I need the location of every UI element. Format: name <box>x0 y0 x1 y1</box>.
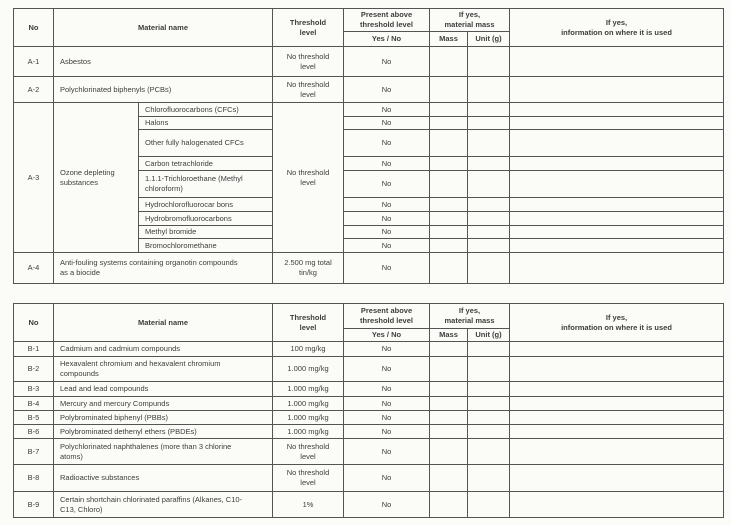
sub-material-cell: Hydrochlorofluorocar bons <box>139 198 273 212</box>
unit-cell <box>468 239 510 253</box>
table-row-b9 <box>14 492 724 518</box>
material-cell: Polybrominated dethenyl ethers (PBDEs) <box>54 425 273 439</box>
header-mass-line2: material mass <box>444 20 495 29</box>
table-b-header-row <box>14 304 724 329</box>
header-yes-no: Yes / No <box>344 32 430 47</box>
no-cell: B-7 <box>14 439 54 465</box>
info-cell <box>510 411 724 425</box>
table-b <box>13 303 724 518</box>
mass-cell <box>430 425 468 439</box>
no-cell: A-3 <box>14 103 54 253</box>
present-cell: No <box>344 212 430 226</box>
info-cell <box>510 117 724 130</box>
table-row-b7 <box>14 439 724 465</box>
present-cell: No <box>344 198 430 212</box>
threshold-cell: 2.500 mg total tin/kg <box>273 253 344 284</box>
mass-cell <box>430 382 468 397</box>
threshold-cell: 1.000 mg/kg <box>273 425 344 439</box>
table-row-b6 <box>14 425 724 439</box>
header-present-line2: threshold level <box>360 316 413 325</box>
header-present-above <box>344 304 430 329</box>
info-cell <box>510 465 724 492</box>
threshold-cell: 1.000 mg/kg <box>273 411 344 425</box>
threshold-cell: No threshold level <box>273 103 344 253</box>
material-cell: Polychlorinated biphenyls (PCBs) <box>54 77 273 103</box>
sub-material-cell: 1.1.1-Trichloroethane (Methyl chloroform) <box>139 171 273 198</box>
table-gap <box>13 284 722 303</box>
material-cell: Certain shortchain chlorinated paraffins (Alkanes, C10-C13, Chloro) <box>54 492 273 518</box>
present-cell: No <box>344 226 430 239</box>
mass-cell <box>430 465 468 492</box>
mass-cell <box>430 357 468 382</box>
threshold-cell: No threshold level <box>273 77 344 103</box>
mass-cell <box>430 198 468 212</box>
header-material-mass <box>430 9 510 32</box>
header-threshold-line2: level <box>299 27 317 37</box>
info-cell <box>510 425 724 439</box>
unit-cell <box>468 171 510 198</box>
no-cell: B-6 <box>14 425 54 439</box>
present-cell: No <box>344 492 430 518</box>
info-cell <box>510 342 724 357</box>
present-cell: No <box>344 253 430 284</box>
info-cell <box>510 212 724 226</box>
header-mass-line1: If yes, <box>458 306 481 315</box>
header-threshold-level <box>273 304 344 342</box>
unit-cell <box>468 382 510 397</box>
unit-cell <box>468 157 510 171</box>
unit-cell <box>468 103 510 117</box>
header-present-above <box>344 9 430 32</box>
mass-cell <box>430 130 468 157</box>
present-cell: No <box>344 171 430 198</box>
mass-cell <box>430 253 468 284</box>
table-row-b4 <box>14 397 724 411</box>
present-cell: No <box>344 397 430 411</box>
mass-cell <box>430 411 468 425</box>
header-mass-line2: material mass <box>444 316 495 325</box>
header-info-line1: If yes, <box>605 312 628 322</box>
present-cell: No <box>344 465 430 492</box>
threshold-cell: No threshold level <box>273 47 344 77</box>
no-cell: A-4 <box>14 253 54 284</box>
present-cell: No <box>344 357 430 382</box>
info-cell <box>510 239 724 253</box>
info-cell <box>510 47 724 77</box>
table-row-a2 <box>14 77 724 103</box>
table-row-a3-sub1 <box>14 103 724 117</box>
present-cell: No <box>344 130 430 157</box>
present-cell: No <box>344 77 430 103</box>
present-cell: No <box>344 157 430 171</box>
header-info-line1: If yes, <box>605 17 628 27</box>
no-cell: B-3 <box>14 382 54 397</box>
sub-material-cell: Bromochloromethane <box>139 239 273 253</box>
present-cell: No <box>344 439 430 465</box>
header-threshold-level <box>273 9 344 47</box>
unit-cell <box>468 439 510 465</box>
material-cell: Lead and lead compounds <box>54 382 273 397</box>
present-cell: No <box>344 117 430 130</box>
header-threshold-line1: Threshold <box>289 312 327 322</box>
table-row-b5 <box>14 411 724 425</box>
no-cell: B-1 <box>14 342 54 357</box>
material-cell: Mercury and mercury Compunds <box>54 397 273 411</box>
material-cell: Anti-fouling systems containing organotin compounds as a biocide <box>54 253 273 284</box>
material-cell: Polybrominated biphenyl (PBBs) <box>54 411 273 425</box>
info-cell <box>510 171 724 198</box>
mass-cell <box>430 239 468 253</box>
no-cell: B-4 <box>14 397 54 411</box>
no-cell: A-2 <box>14 77 54 103</box>
table-row-b2 <box>14 357 724 382</box>
table-a-header-row <box>14 9 724 32</box>
header-present-line2: threshold level <box>360 20 413 29</box>
mass-cell <box>430 77 468 103</box>
present-cell: No <box>344 425 430 439</box>
header-material-mass <box>430 304 510 329</box>
threshold-cell: No threshold level <box>273 439 344 465</box>
sub-material-cell: Hydrobromofluorocarbons <box>139 212 273 226</box>
unit-cell <box>468 492 510 518</box>
mass-cell <box>430 157 468 171</box>
mass-cell <box>430 171 468 198</box>
mass-cell <box>430 439 468 465</box>
info-cell <box>510 130 724 157</box>
unit-cell <box>468 130 510 157</box>
mass-cell <box>430 212 468 226</box>
mass-cell <box>430 492 468 518</box>
mass-cell <box>430 47 468 77</box>
unit-cell <box>468 411 510 425</box>
header-threshold-line1: Threshold <box>289 17 327 27</box>
present-cell: No <box>344 411 430 425</box>
header-no: No <box>14 9 54 47</box>
unit-cell <box>468 357 510 382</box>
material-cell: Hexavalent chromium and hexavalent chromium compounds <box>54 357 273 382</box>
material-cell: Cadmium and cadmium compounds <box>54 342 273 357</box>
present-cell: No <box>344 342 430 357</box>
info-cell <box>510 397 724 411</box>
sub-material-cell: Carbon tetrachloride <box>139 157 273 171</box>
threshold-cell: 1% <box>273 492 344 518</box>
material-group-cell: Ozone depleting substances <box>54 103 139 253</box>
mass-cell <box>430 226 468 239</box>
header-material-name: Material name <box>54 9 273 47</box>
material-cell: Polychlorinated naphthalenes (more than 3 chlorine atoms) <box>54 439 273 465</box>
no-cell: B-9 <box>14 492 54 518</box>
unit-cell <box>468 198 510 212</box>
unit-cell <box>468 77 510 103</box>
header-no: No <box>14 304 54 342</box>
header-mass: Mass <box>430 32 468 47</box>
info-cell <box>510 77 724 103</box>
table-row-b1 <box>14 342 724 357</box>
no-cell: B-5 <box>14 411 54 425</box>
threshold-cell: 100 mg/kg <box>273 342 344 357</box>
sub-material-cell: Methyl bromide <box>139 226 273 239</box>
header-info-line2: information on where it is used <box>561 27 672 37</box>
table-row-b8 <box>14 465 724 492</box>
threshold-cell: 1.000 mg/kg <box>273 357 344 382</box>
no-cell: B-8 <box>14 465 54 492</box>
info-cell <box>510 357 724 382</box>
table-row-a1 <box>14 47 724 77</box>
header-info <box>510 9 724 47</box>
info-cell <box>510 382 724 397</box>
unit-cell <box>468 226 510 239</box>
info-cell <box>510 226 724 239</box>
present-cell: No <box>344 382 430 397</box>
threshold-cell: No threshold level <box>273 465 344 492</box>
info-cell <box>510 198 724 212</box>
unit-cell <box>468 342 510 357</box>
present-cell: No <box>344 47 430 77</box>
header-present-line1: Present above <box>360 306 413 315</box>
material-cell: Radioactive substances <box>54 465 273 492</box>
mass-cell <box>430 103 468 117</box>
table-row-a4 <box>14 253 724 284</box>
info-cell <box>510 103 724 117</box>
unit-cell <box>468 212 510 226</box>
material-cell: Asbestos <box>54 47 273 77</box>
present-cell: No <box>344 103 430 117</box>
sub-material-cell: Halons <box>139 117 273 130</box>
info-cell <box>510 492 724 518</box>
info-cell <box>510 439 724 465</box>
mass-cell <box>430 342 468 357</box>
header-yes-no: Yes / No <box>344 329 430 342</box>
info-cell <box>510 157 724 171</box>
sub-material-cell: Chlorofluorocarbons (CFCs) <box>139 103 273 117</box>
table-a <box>13 8 724 284</box>
unit-cell <box>468 117 510 130</box>
header-mass-line1: If yes, <box>458 10 481 19</box>
threshold-cell: 1.000 mg/kg <box>273 382 344 397</box>
unit-cell <box>468 397 510 411</box>
header-info <box>510 304 724 342</box>
unit-cell <box>468 425 510 439</box>
header-present-line1: Present above <box>360 10 413 19</box>
no-cell: A-1 <box>14 47 54 77</box>
info-cell <box>510 253 724 284</box>
unit-cell <box>468 47 510 77</box>
header-info-line2: information on where it is used <box>561 322 672 332</box>
header-material-name: Material name <box>54 304 273 342</box>
threshold-cell: 1.000 mg/kg <box>273 397 344 411</box>
mass-cell <box>430 117 468 130</box>
sub-material-cell: Other fully halogenated CFCs <box>139 130 273 157</box>
mass-cell <box>430 397 468 411</box>
unit-cell <box>468 253 510 284</box>
present-cell: No <box>344 239 430 253</box>
no-cell: B-2 <box>14 357 54 382</box>
header-unit: Unit (g) <box>468 329 510 342</box>
header-mass: Mass <box>430 329 468 342</box>
header-unit: Unit (g) <box>468 32 510 47</box>
header-threshold-line2: level <box>299 322 317 332</box>
table-row-b3 <box>14 382 724 397</box>
unit-cell <box>468 465 510 492</box>
